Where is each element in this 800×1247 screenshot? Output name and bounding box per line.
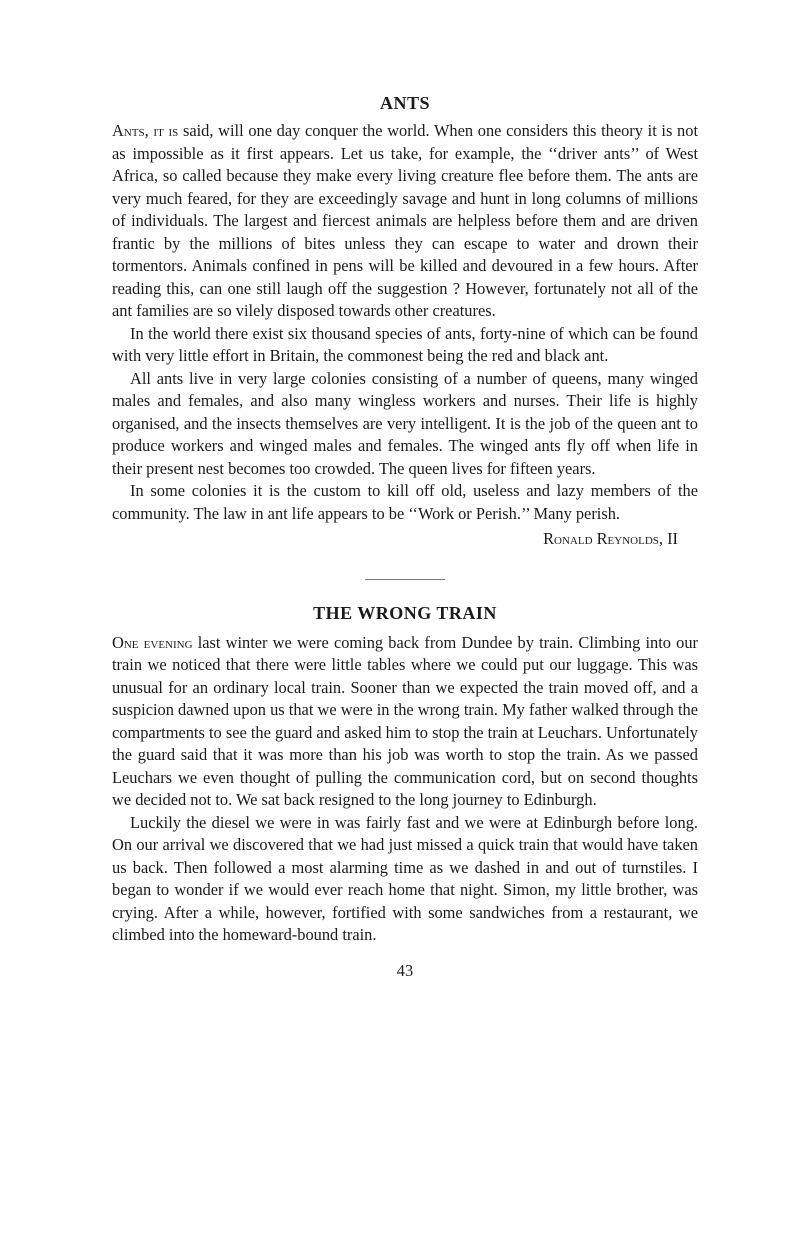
paragraph: Luckily the diesel we were in was fairly fast and we were at Edinburgh before long. On our arrival we discovered that we had just missed a quick train that would have taken us back. Then followed a most alarming time as we dashed in and out of turnstiles. I began to wonder if we would ever reach home that night. Simon, my little brother, was crying. After a while, however, fortified with some sandwiches from a restaurant, we climbed into the homeward-bound train. xyxy=(112,812,698,944)
paragraph xyxy=(112,120,698,323)
article-ants xyxy=(112,92,698,551)
lead-in: Ants, it is xyxy=(112,121,179,140)
page-number: 43 xyxy=(396,960,414,980)
paragraph: In the world there exist six thousand species of ants, forty-nine of which can be found with very little effort in Britain, the commonest being the red and black ant. xyxy=(112,323,698,365)
paragraph-text: last winter we were coming back from Dundee by train. Climbing into our train we noticed that there were little tables where we could put our luggage. This was unusual for an ordinary local train. Sooner than we expected the train moved off, and a suspicion dawned upon us that we were in the wrong train. My father walked through the compartments to see the guard and asked him to stop the train at Leuchars. Unfortunately the guard said that it was more than his job was worth to stop the train. As we passed Leuchars we even thought of pulling the communication cord, but on second thoughts we decided not to. We sat back resigned to the long journey to Edinburgh. xyxy=(112,632,698,809)
paragraph: In some colonies it is the custom to kill off old, useless and lazy members of the community. The law in ant life appears to be ‘‘Work or Perish.’’ Many perish. xyxy=(112,481,698,523)
paragraph xyxy=(112,632,698,812)
lead-in: One evening xyxy=(112,632,193,652)
article-wrong-train xyxy=(112,602,698,947)
paragraph: All ants live in very large colonies consisting of a number of queens, many winged males and females, and also many wingless workers and nurses. Their life is highly organised, and the insects themselves are very intelligent. It is the job of the queen ant to produce workers and winged males and females. The winged ants fly off when life in their present nest becomes too crowded. The queen lives for fifteen years. xyxy=(112,368,698,478)
paragraph-text: said, will one day conquer the world. When one considers this theory it is not as impossible as it first appears. Let us take, for example, the ‘‘driver ants’’ of West Africa, so called because they make every living creature flee before them. The ants are very much feared, for they are exceedingly savage and hunt in long columns of millions of individuals. The largest and fiercest animals are helpless before them and are driven frantic by the millions of bites unless they can escape to water and drown their tormentors. Animals confined in pens will be killed and devoured in a few hours. After reading this, can one still laugh off the suggestion ? However, fortunately not all of the ant families are so vilely disposed towards other creatures. xyxy=(112,121,698,320)
article-title: THE WRONG TRAIN xyxy=(313,602,497,623)
article-title: ANTS xyxy=(379,93,430,113)
section-divider xyxy=(365,579,445,580)
text-column xyxy=(112,92,698,981)
author-signature: Ronald Reynolds, II xyxy=(543,529,678,548)
